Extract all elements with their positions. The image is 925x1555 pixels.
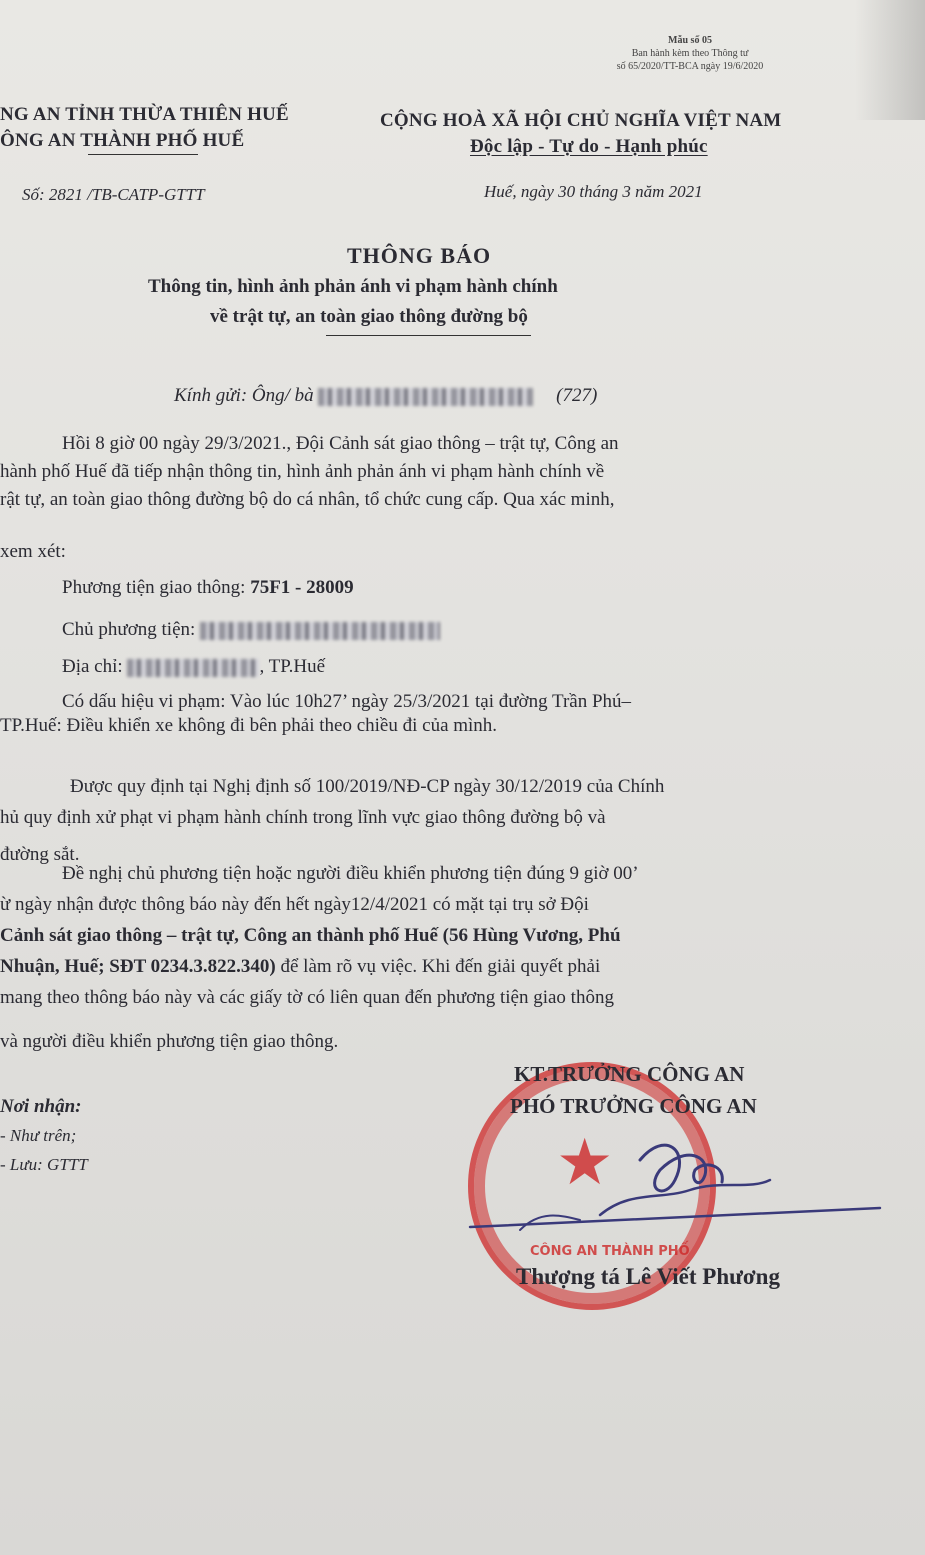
regulation-line3: đường sắt. — [0, 844, 80, 865]
form-meta — [545, 34, 835, 73]
request-line6: và người điều khiển phương tiện giao thông. — [0, 1031, 339, 1052]
document-number: Số: 2821 /TB-CATP-GTTT — [22, 185, 205, 204]
violation-line1: Có dấu hiệu vi phạm: Vào lúc 10h27’ ngày 25/3/2021 tại đường Trần Phú– — [62, 691, 632, 712]
body-p1-line4: xem xét: — [0, 541, 66, 562]
recipients-heading: Nơi nhận: — [0, 1096, 82, 1117]
regulation-line2: hủ quy định xử phạt vi phạm hành chính trong lĩnh vực giao thông đường bộ và — [0, 807, 606, 828]
redacted-address — [127, 659, 259, 677]
redacted-recipient-name — [318, 388, 533, 406]
form-meta-number: Mẫu số 05 — [668, 35, 712, 46]
form-meta-issued: Ban hành kèm theo Thông tư — [631, 48, 749, 59]
place-date: Huế, ngày 30 tháng 3 năm 2021 — [484, 182, 703, 201]
vehicle-label: Phương tiện giao thông: — [62, 577, 251, 598]
request-line3: Cảnh sát giao thông – trật tự, Công an thành phố Huế (56 Hùng Vương, Phú — [0, 925, 621, 946]
violation-line2: TP.Huế: Điều khiển xe không đi bên phải theo chiều đi của mình. — [0, 715, 498, 736]
page-edge-shadow — [855, 0, 925, 120]
subtitle-underline — [326, 335, 531, 336]
request-line2: ừ ngày nhận được thông báo này đến hết ngày12/4/2021 có mặt tại trụ sở Đội — [0, 894, 589, 915]
document-subtitle-1: Thông tin, hình ảnh phản ánh vi phạm hành chính — [148, 276, 558, 297]
document-subtitle-2: về trật tự, an toàn giao thông đường bộ — [210, 306, 528, 327]
republic-name: CỘNG HOÀ XÃ HỘI CHỦ NGHĨA VIỆT NAM — [380, 110, 782, 131]
signer-name: Thượng tá Lê Viết Phương — [516, 1264, 780, 1289]
address-label: Địa chỉ: — [62, 656, 128, 677]
request-line5: mang theo thông báo này và các giấy tờ có liên quan đến phương tiện giao thông — [0, 987, 614, 1008]
signature-title-1: KT.TRƯỞNG CÔNG AN — [514, 1062, 745, 1086]
regulation-line1: Được quy định tại Nghị định số 100/2019/NĐ-CP ngày 30/12/2019 của Chính — [70, 776, 665, 797]
request-line4-bold: Nhuận, Huế; SĐT 0234.3.822.340) — [0, 956, 276, 977]
vehicle-plate: 75F1 - 28009 — [250, 577, 354, 598]
agency-line-2-text: ÔNG AN THÀNH PHỐ HUẾ — [0, 130, 245, 151]
signature-title-2: PHÓ TRƯỞNG CÔNG AN — [510, 1094, 757, 1118]
stamp-text: CÔNG AN THÀNH PHỐ — [530, 1244, 690, 1259]
recipient-suffix: (727) — [556, 385, 598, 406]
agency-underline — [88, 154, 198, 155]
recipient-label: Kính gửi: Ông/ bà — [174, 385, 314, 406]
stamp-star-icon: ★ — [556, 1126, 614, 1200]
national-motto: Độc lập - Tự do - Hạnh phúc — [470, 136, 708, 157]
form-meta-circular: số 65/2020/TT-BCA ngày 19/6/2020 — [616, 61, 764, 72]
recipients-item-1: - Như trên; — [0, 1126, 77, 1145]
request-line4-rest: để làm rõ vụ việc. Khi đến giải quyết phải — [275, 956, 601, 977]
body-p1-line2: hành phố Huế đã tiếp nhận thông tin, hình ảnh phản ánh vi phạm hành chính về — [0, 461, 605, 482]
recipient-line — [174, 384, 597, 408]
request-line1: Đề nghị chủ phương tiện hoặc người điều khiển phương tiện đúng 9 giờ 00’ — [62, 863, 639, 884]
handwritten-signature — [460, 1120, 890, 1280]
vehicle-line — [62, 576, 354, 600]
body-p1-line1: Hồi 8 giờ 00 ngày 29/3/2021., Đội Cảnh sát giao thông – trật tự, Công an — [62, 433, 619, 454]
redacted-owner-name — [200, 622, 440, 640]
body-p1-line3: rật tự, an toàn giao thông đường bộ do cá nhân, tổ chức cung cấp. Qua xác minh, — [0, 489, 615, 510]
recipients-item-2: - Lưu: GTTT — [0, 1155, 88, 1174]
address-suffix: , TP.Huế — [259, 656, 326, 677]
owner-line — [62, 618, 440, 642]
request-line4 — [0, 955, 600, 979]
agency-line-2 — [0, 130, 244, 152]
owner-label: Chủ phương tiện: — [62, 619, 196, 640]
agency-line-1: NG AN TỈNH THỪA THIÊN HUẾ — [0, 104, 289, 125]
document-title: THÔNG BÁO — [347, 243, 492, 268]
address-line — [62, 655, 325, 679]
